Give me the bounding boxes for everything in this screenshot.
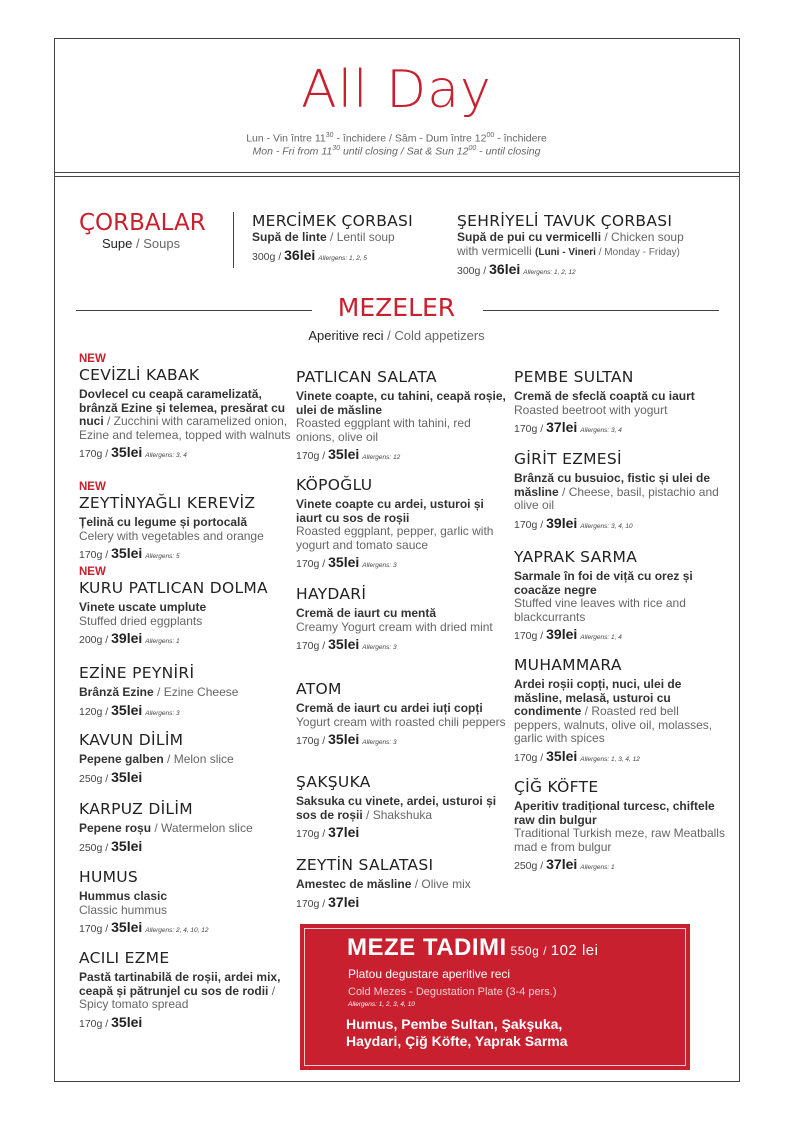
menu-item	[79, 566, 291, 646]
item-name: YAPRAK SARMA	[514, 548, 638, 566]
soups-divider	[233, 212, 234, 268]
item-name: ŞEHRİYELİ TAVUK ÇORBASI	[457, 212, 673, 230]
item-name: KAVUN DİLİM	[79, 731, 184, 749]
item-desc: Cremă de iaurt cu ardei iuți copți Yogurt cream with roasted chili peppers	[296, 701, 506, 729]
item-price-line: 300g / 36lei Allergens: 1, 2, 5	[252, 246, 368, 263]
item-desc: Sarmale în foi de viță cu orez și coacăze negre Stuffed vine leaves with rice and blackcurrants	[514, 569, 693, 624]
item-price-line: 300g / 36lei Allergens: 1, 2, 12	[457, 261, 576, 277]
item-name: CEVİZLİ KABAK	[79, 366, 200, 384]
tasting-title: MEZE TADIMI 550g / 102 lei	[347, 934, 599, 961]
item-desc: Vinete uscate umplute Stuffed dried eggplants	[79, 600, 207, 628]
item-price-line: 170g / 35lei Allergens: 3	[296, 731, 397, 747]
mezeler-subheading: Aperitive reci / Cold appetizers	[308, 328, 485, 343]
menu-item	[79, 353, 291, 460]
item-price-line: 170g / 35lei Allergens: 3	[296, 554, 397, 570]
item-price-line: 250g / 35lei	[79, 768, 143, 785]
menu-item	[514, 450, 726, 531]
item-price-line: 170g / 39lei Allergens: 1, 4	[514, 626, 622, 642]
item-desc: Cremă de sfeclă coaptă cu iaurt Roasted beetroot with yogurt	[514, 389, 695, 417]
item-name: PATLICAN SALATA	[296, 368, 437, 386]
item-name: HAYDARİ	[296, 585, 367, 603]
menu-item	[79, 664, 291, 718]
menu-item	[79, 868, 291, 935]
new-badge: NEW	[79, 481, 106, 493]
tasting-desc-en: Cold Mezes - Degustation Plate (3-4 pers.)	[348, 986, 557, 998]
item-desc: Cremă de iaurt cu mentă Creamy Yogurt cream with dried mint	[296, 606, 493, 634]
soups-heading: ÇORBALAR	[79, 210, 206, 236]
header-divider-bottom	[55, 176, 739, 177]
header-divider-top	[55, 172, 739, 173]
item-name: ZEYTİNYAĞLI KEREVİZ	[79, 494, 256, 512]
item-name: HUMUS	[79, 868, 139, 886]
item-desc: Pastă tartinabilă de roșii, ardei mix, ceapă și pătrunjel cu sos de rodii / Spicy tomato spread	[79, 970, 281, 1011]
hours-ro: Lun - Vin între $11^{30}$ - închidere / Sâm - Dum între $12^{00}$ - închidere	[246, 132, 547, 145]
menu-item	[79, 800, 291, 854]
item-desc: Amestec de măsline / Olive mix	[296, 877, 471, 891]
item-name: ACILI EZME	[79, 949, 170, 967]
item-desc: Supă de linte / Lentil soup	[252, 230, 395, 244]
new-badge: NEW	[79, 353, 106, 365]
item-name: ATOM	[296, 680, 342, 698]
menu-item	[79, 731, 291, 785]
item-desc: Vinete coapte, cu tahini, ceapă roșie, ulei de măsline Roasted eggplant with tahini, red onions, olive oil	[296, 389, 506, 444]
menu-item	[296, 368, 508, 462]
item-name: KARPUZ DİLİM	[79, 800, 193, 818]
item-desc: Brânză Ezine / Ezine Cheese	[79, 685, 239, 699]
item-desc: Pepene roșu / Watermelon slice	[79, 821, 253, 835]
soup-item	[252, 212, 442, 263]
menu-item	[79, 481, 291, 561]
item-desc: Aperitiv tradițional turcesc, chiftele raw din bulgur Traditional Turkish meze, raw Meatballs mad e from bulgur	[514, 799, 725, 854]
menu-item	[296, 773, 508, 840]
menu-item	[296, 476, 508, 570]
item-desc: Saksuka cu vinete, ardei, usturoi și sos de roșii / Shakshuka	[296, 794, 497, 822]
item-price-line: 170g / 35lei Allergens: 1, 3, 4, 12	[514, 747, 640, 764]
item-desc: Dovlecel cu ceapă caramelizată, brânză Ezine și telemea, presărat cu nuci / Zucchini with caramelized onion, Ezine and telemea, topped with walnuts	[79, 387, 291, 442]
menu-item	[296, 680, 508, 747]
item-name: ZEYTİN SALATASI	[296, 856, 434, 874]
page-title: All Day	[301, 60, 492, 120]
hours-en: Mon - Fri from $11^{30}$ until closing / Sat & Sun $12^{00}$ - until closing	[252, 145, 541, 158]
item-price-line: 170g / 37lei Allergens: 3, 4	[514, 419, 622, 435]
item-price-line: 170g / 35lei	[79, 1013, 143, 1030]
item-price-line: 170g / 39lei Allergens: 3, 4, 10	[514, 514, 633, 531]
menu-item	[514, 368, 726, 435]
item-desc: Hummus clasic Classic hummus	[79, 889, 168, 917]
item-desc: Pepene galben / Melon slice	[79, 752, 234, 766]
item-desc: Vinete coapte cu ardei, usturoi și iaurt cu sos de roșii Roasted eggplant, pepper, garlic with yogurt and tomato sauce	[296, 497, 494, 552]
item-price-line: 170g / 37lei	[296, 893, 360, 910]
item-price-line: 170g / 35lei Allergens: 5	[79, 545, 180, 561]
menu-item	[514, 778, 726, 872]
menu-item	[514, 656, 726, 764]
item-desc: Ardei roșii copți, nuci, ulei de măsline, melasă, usturoi cu condimente / Roasted red bell peppers, walnuts, olive oil, molasses, garlic with spices	[514, 677, 713, 745]
tasting-platter-box	[300, 924, 690, 1070]
item-desc: Brânză cu busuioc, fistic și ulei de măsline / Cheese, basil, pistachio and olive oil	[514, 471, 719, 512]
item-name: MUHAMMARA	[514, 656, 622, 674]
item-name: ÇİĞ KÖFTE	[514, 778, 599, 796]
item-price-line: 250g / 35lei	[79, 837, 143, 854]
item-price-line: 170g / 35lei Allergens: 12	[296, 446, 401, 462]
mezeler-heading: MEZELER	[337, 293, 456, 322]
item-name: EZİNE PEYNİRİ	[79, 664, 195, 682]
item-price-line: 170g / 35lei Allergens: 2, 4, 10, 12	[79, 919, 209, 935]
item-name: PEMBE SULTAN	[514, 368, 634, 386]
menu-item	[296, 585, 508, 652]
item-name: KURU PATLICAN DOLMA	[79, 579, 268, 597]
item-price-line: 170g / 37lei	[296, 824, 360, 840]
new-badge: NEW	[79, 566, 106, 578]
item-name: ŞAKŞUKA	[296, 773, 371, 791]
item-name: KÖPOĞLU	[296, 476, 373, 494]
tasting-allergens: Allergens: 1, 2, 3, 4, 10	[348, 1001, 415, 1008]
soup-item	[457, 212, 707, 277]
item-price-line: 250g / 37lei Allergens: 1	[514, 856, 615, 872]
item-price-line: 170g / 35lei Allergens: 3	[296, 636, 397, 652]
item-name: GİRİT EZMESİ	[514, 450, 622, 468]
item-price-line: 120g / 35lei Allergens: 3	[79, 701, 180, 718]
item-desc: Supă de pui cu vermicelli / Chicken soup with vermicelli (Luni - Vineri / Monday - Friday)	[457, 230, 684, 258]
menu-item	[514, 548, 726, 642]
menu-item	[296, 856, 508, 910]
menu-item	[79, 949, 291, 1030]
item-name: MERCİMEK ÇORBASI	[252, 212, 414, 230]
item-price-line: 170g / 35lei Allergens: 3, 4	[79, 444, 187, 460]
item-desc: Țelină cu legume și portocală Celery with vegetables and orange	[79, 515, 264, 543]
soups-subheading: Supe / Soups	[102, 236, 181, 251]
tasting-desc-ro: Platou degustare aperitive reci	[348, 967, 511, 981]
item-price-line: 200g / 39lei Allergens: 1	[79, 630, 180, 646]
tasting-list: Humus, Pembe Sultan, Şakşuka, Haydari, Çiğ Köfte, Yaprak Sarma	[346, 1016, 568, 1049]
